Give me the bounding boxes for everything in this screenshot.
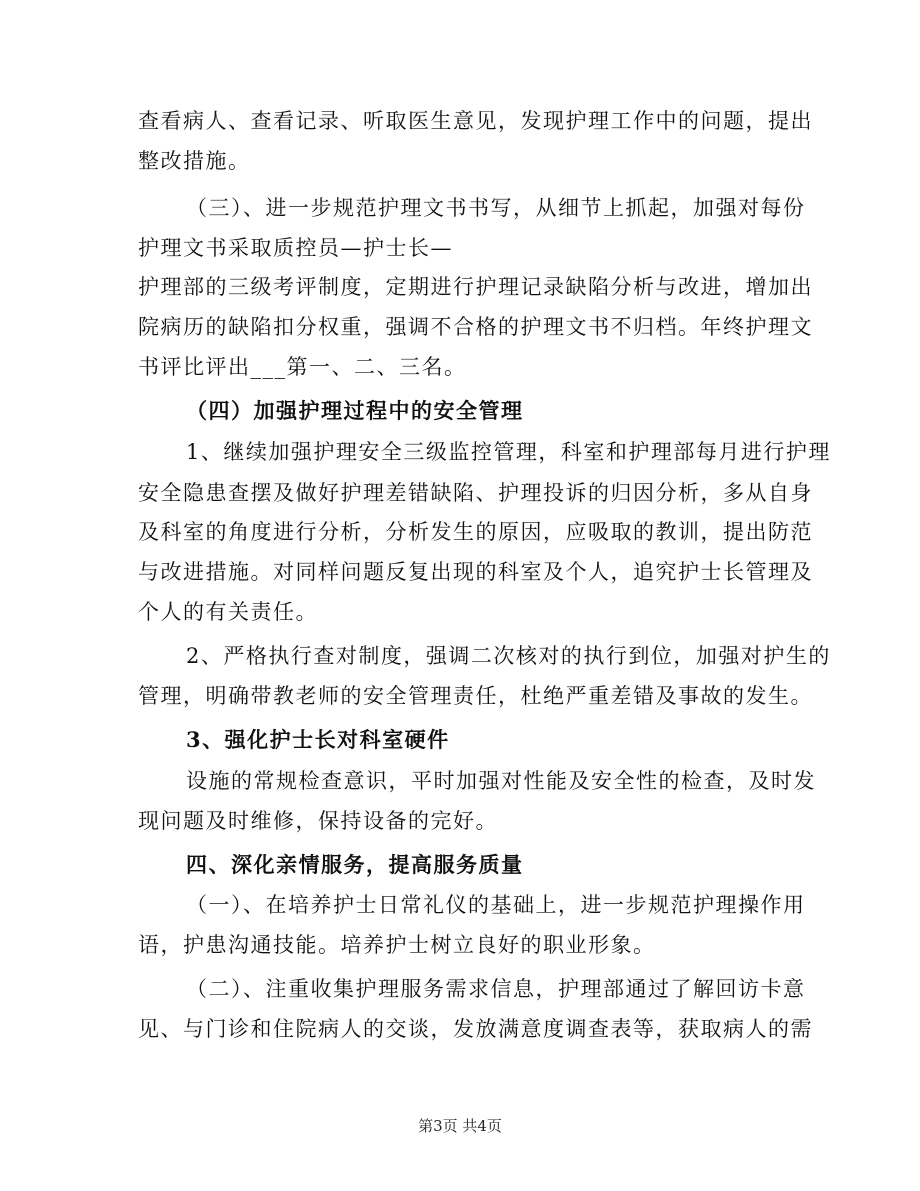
paragraph-line: 及科室的角度进行分析，分析发生的原因，应吸取的教训，提出防范	[138, 520, 813, 544]
paragraph-line: 个人的有关责任。	[138, 600, 318, 624]
paragraph-line: 语，护患沟通技能。培养护士树立良好的职业形象。	[138, 933, 656, 957]
paragraph-line: （一）、在培养护士日常礼仪的基础上，进一步规范护理操作用	[186, 893, 806, 917]
paragraph-line: 护理文书采取质控员—护士长—	[138, 236, 453, 260]
section-heading: （四）加强护理过程中的安全管理	[186, 398, 524, 423]
paragraph-line: （二）、注重收集护理服务需求信息，护理部通过了解回访卡意	[186, 977, 806, 1001]
paragraph-line: 整改措施。	[138, 149, 251, 173]
paragraph-line: 1、继续加强护理安全三级监控管理，科室和护理部每月进行护理	[186, 440, 831, 464]
paragraph-line: 设施的常规检查意识，平时加强对性能及安全性的检查，及时发	[186, 769, 816, 793]
paragraph-line: 院病历的缺陷扣分权重，强调不合格的护理文书不归档。年终护理文	[138, 315, 813, 339]
paragraph-line: 安全隐患查摆及做好护理差错缺陷、护理投诉的归因分析，多从自身	[138, 481, 813, 505]
paragraph-line: 见、与门诊和住院病人的交谈，发放满意度调查表等，获取病人的需	[138, 1017, 813, 1041]
paragraph-line: 管理，明确带教老师的安全管理责任，杜绝严重差错及事故的发生。	[138, 684, 813, 708]
paragraph-line: （三）、进一步规范护理文书书写，从细节上抓起，加强对每份	[186, 196, 806, 220]
page-number: 第3页 共4页	[418, 1117, 502, 1135]
paragraph-line: 2、严格执行查对制度，强调二次核对的执行到位，加强对护生的	[186, 644, 831, 668]
section-heading: 3、强化护士长对科室硬件	[186, 727, 450, 752]
paragraph-line: 查看病人、查看记录、听取医生意见，发现护理工作中的问题，提出	[138, 109, 813, 133]
section-heading: 四、深化亲情服务，提高服务质量	[186, 852, 524, 877]
paragraph-line: 护理部的三级考评制度，定期进行护理记录缺陷分析与改进，增加出	[138, 275, 813, 299]
paragraph-line: 现问题及时维修，保持设备的完好。	[138, 809, 498, 833]
paragraph-line: 与改进措施。对同样问题反复出现的科室及个人，追究护士长管理及	[138, 560, 813, 584]
paragraph-line: 书评比评出___第一、二、三名。	[138, 355, 467, 379]
